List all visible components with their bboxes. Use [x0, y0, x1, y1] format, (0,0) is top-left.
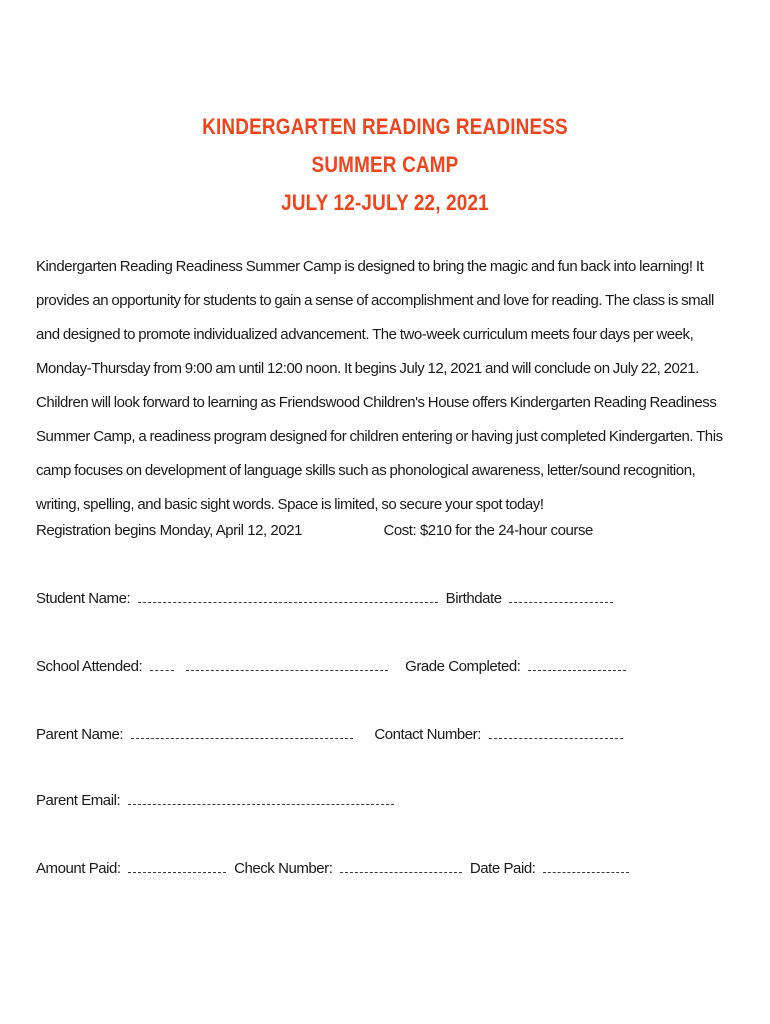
document-title	[0, 108, 770, 222]
registration-row	[36, 522, 593, 539]
check-number-label: Check Number:	[234, 860, 333, 877]
student-name-label: Student Name:	[36, 590, 131, 607]
grade-completed-field[interactable]	[528, 658, 626, 671]
amount-paid-field[interactable]	[128, 860, 226, 873]
title-line-2: SUMMER CAMP	[311, 152, 459, 177]
date-paid-label: Date Paid:	[469, 860, 536, 877]
parent-name-label: Parent Name:	[36, 726, 124, 743]
parent-email-field[interactable]	[128, 792, 394, 805]
parent-email-label: Parent Email:	[36, 792, 121, 809]
title-line-1: KINDERGARTEN READING READINESS	[202, 114, 568, 139]
birthdate-label: Birthdate	[445, 590, 502, 607]
parent-name-field[interactable]	[131, 726, 353, 739]
contact-number-label: Contact Number:	[374, 726, 481, 743]
contact-number-field[interactable]	[489, 726, 623, 739]
registration-begins: Registration begins Monday, April 12, 2021	[36, 522, 302, 539]
school-row	[36, 658, 630, 675]
school-attended-label: School Attended:	[36, 658, 143, 675]
payment-row	[36, 860, 633, 877]
school-attended-field[interactable]	[186, 658, 388, 671]
grade-completed-label: Grade Completed:	[405, 658, 521, 675]
parent-row	[36, 726, 627, 743]
amount-paid-label: Amount Paid:	[36, 860, 121, 877]
email-row	[36, 792, 398, 809]
student-name-field[interactable]	[138, 590, 438, 603]
intro-paragraph: Kindergarten Reading Readiness Summer Camp is designed to bring the magic and fun back into learning! It provides an opportunity for students to gain a sense of accomplishment and love for reading. The class is small and designed to promote individualized advancement. The two-week curriculum meets four days per week, Monday-Thursday from 9:00 am until 12:00 noon. It begins July 12, 2021 and will conclude on July 22, 2021. Children will look forward to learning as Friendswood Children's House offers Kindergarten Reading Readiness Summer Camp, a readiness program designed for children entering or having just completed Kindergarten. This camp focuses on development of language skills such as phonological awareness, letter/sound recognition, writing, spelling, and basic sight words. Space is limited, so secure your spot today!	[36, 258, 723, 513]
school-attended-field-short[interactable]	[150, 658, 174, 671]
birthdate-field[interactable]	[509, 590, 613, 603]
course-cost: Cost: $210 for the 24-hour course	[383, 522, 593, 539]
title-line-3: JULY 12-JULY 22, 2021	[281, 190, 489, 215]
student-row	[36, 590, 617, 607]
check-number-field[interactable]	[340, 860, 462, 873]
date-paid-field[interactable]	[543, 860, 629, 873]
